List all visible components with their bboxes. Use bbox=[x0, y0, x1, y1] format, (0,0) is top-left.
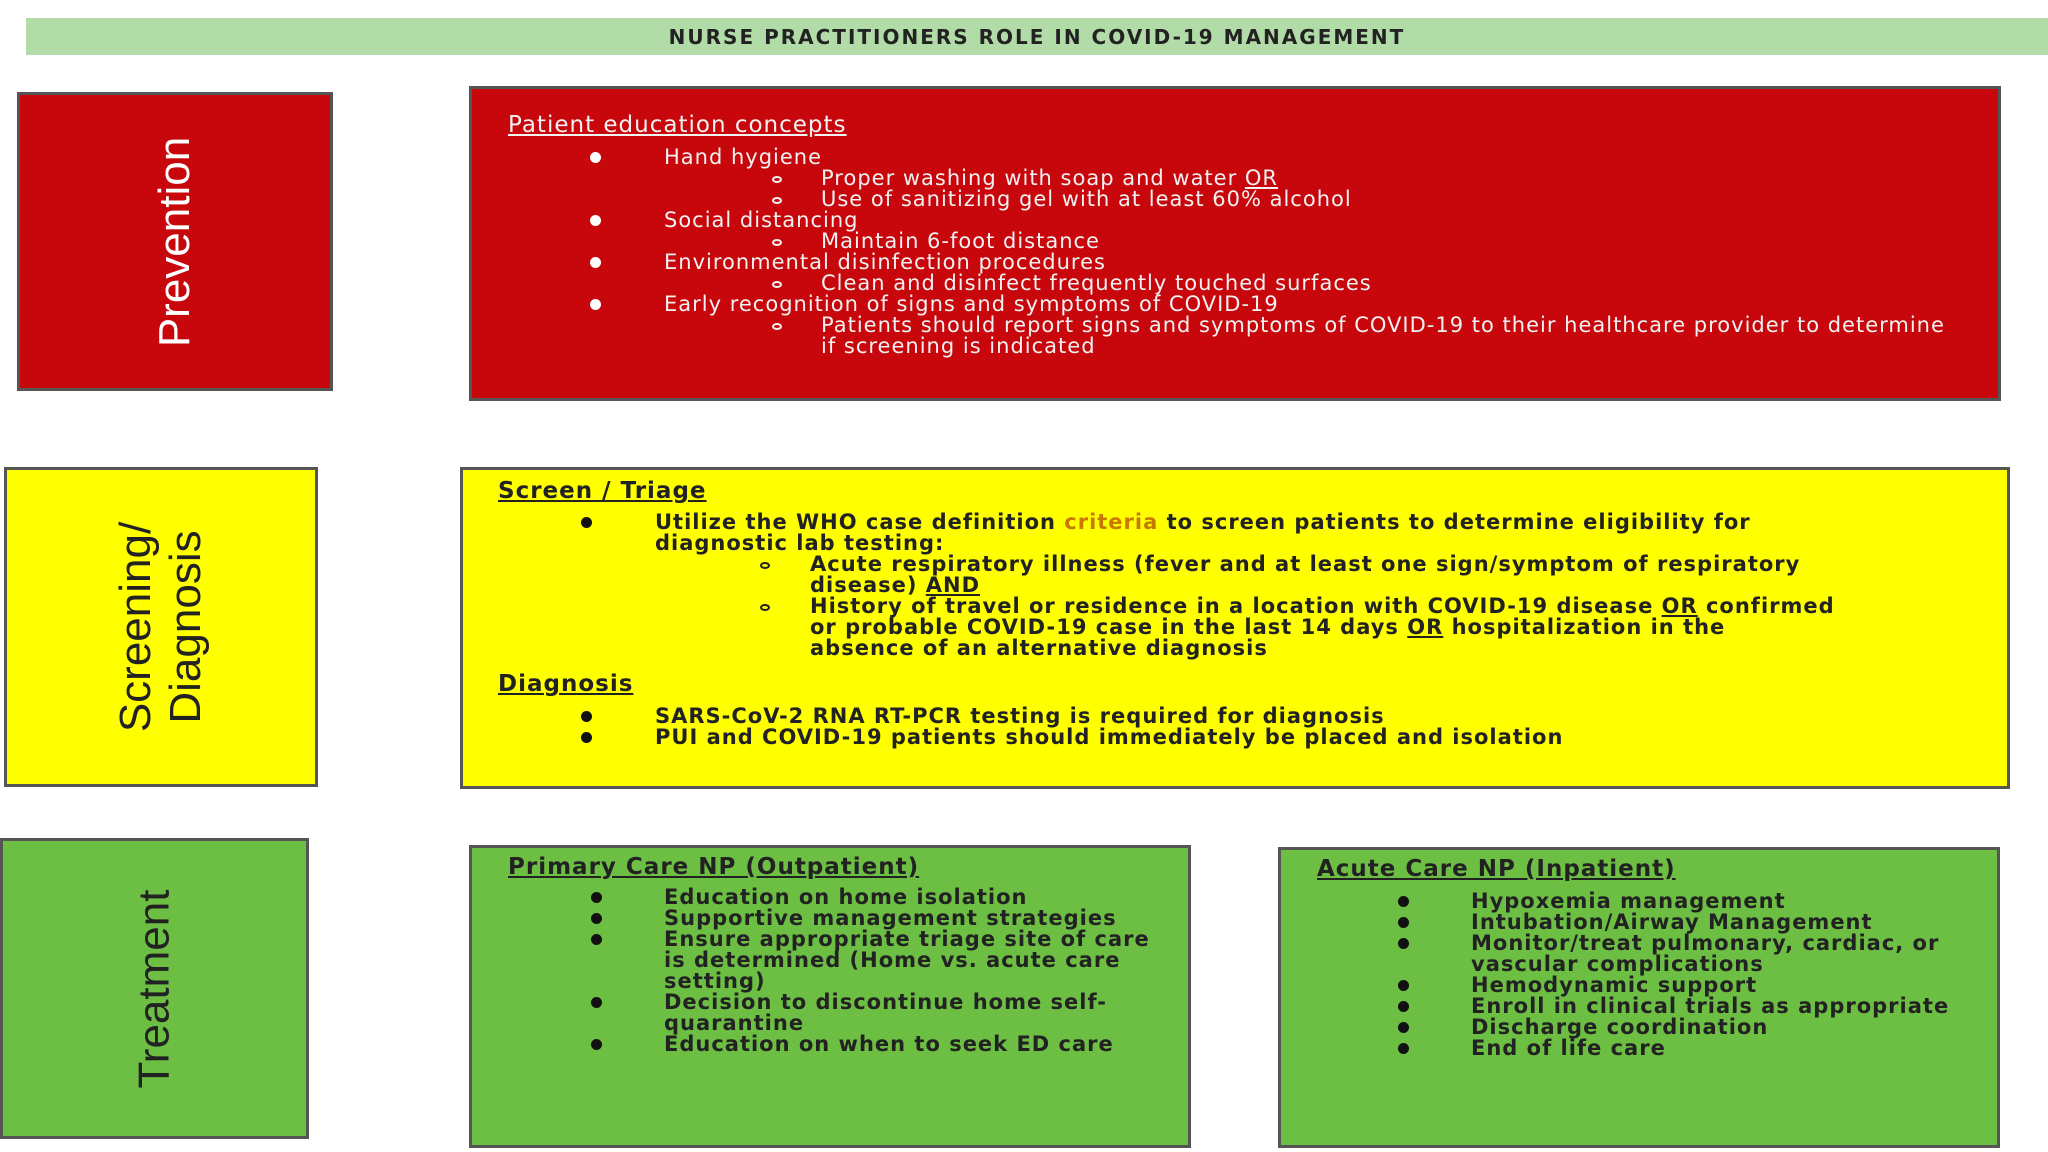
bullet-dot-icon bbox=[1398, 1022, 1409, 1033]
prevention-list bbox=[472, 147, 1998, 357]
diagnosis-item bbox=[463, 727, 2007, 748]
screen-triage-heading: Screen / Triage bbox=[498, 478, 707, 504]
prevention-item-text: Early recognition of signs and symptoms of COVID-19 bbox=[664, 292, 1279, 316]
bullet-circle-icon bbox=[772, 197, 782, 204]
acute-care-item bbox=[1281, 1017, 1997, 1038]
prevention-subitem-text: Use of sanitizing gel with at least 60% alcohol bbox=[821, 187, 1352, 211]
prevention-item-text: Hand hygiene bbox=[664, 145, 823, 169]
screen-subitem bbox=[655, 596, 1857, 659]
prevention-subitem bbox=[664, 273, 1998, 294]
primary-care-item bbox=[472, 1034, 1188, 1055]
bullet-dot-icon bbox=[581, 711, 592, 722]
prevention-item-text: Social distancing bbox=[664, 208, 859, 232]
screen-subitem-emphasis: AND bbox=[925, 573, 981, 597]
bullet-dot-icon bbox=[591, 892, 602, 903]
screen-subitem-emphasis: OR bbox=[1407, 615, 1444, 639]
acute-care-item bbox=[1281, 975, 1997, 996]
primary-care-box bbox=[469, 845, 1191, 1148]
bullet-dot-icon bbox=[1398, 1043, 1409, 1054]
acute-care-item bbox=[1281, 912, 1997, 933]
bullet-circle-icon bbox=[772, 176, 782, 183]
primary-care-item bbox=[472, 929, 1188, 992]
screen-subitem-text: hospitalization in the absence of an alternative diagnosis bbox=[810, 615, 1726, 660]
bullet-dot-icon bbox=[581, 732, 592, 743]
treatment-label: Treatment bbox=[129, 889, 179, 1088]
primary-care-item-text: Education on home isolation bbox=[664, 885, 1028, 909]
bullet-dot-icon bbox=[590, 215, 601, 226]
primary-care-item-text: Education on when to seek ED care bbox=[664, 1032, 1114, 1056]
bullet-circle-icon bbox=[760, 604, 770, 611]
acute-care-item-text: Hemodynamic support bbox=[1471, 973, 1758, 997]
bullet-dot-icon bbox=[591, 913, 602, 924]
prevention-item bbox=[472, 210, 1998, 252]
acute-care-item bbox=[1281, 1038, 1997, 1059]
acute-care-heading: Acute Care NP (Inpatient) bbox=[1317, 856, 1676, 882]
acute-care-item-text: Discharge coordination bbox=[1471, 1015, 1769, 1039]
diagnosis-item-text: PUI and COVID-19 patients should immediately be placed and isolation bbox=[655, 725, 1564, 749]
primary-care-heading: Primary Care NP (Outpatient) bbox=[508, 854, 920, 880]
prevention-subitem-text: Patients should report signs and symptoms of COVID-19 to their healthcare provider to determine if screening is indicated bbox=[821, 313, 1945, 358]
bullet-dot-icon bbox=[1398, 917, 1409, 928]
diagnosis-item-text: SARS-CoV-2 RNA RT-PCR testing is required for diagnosis bbox=[655, 704, 1385, 728]
bullet-circle-icon bbox=[772, 239, 782, 246]
diagram-title: NURSE PRACTITIONERS ROLE IN COVID-19 MANAGEMENT bbox=[668, 24, 1406, 49]
screen-item-text-before: Utilize the WHO case definition bbox=[655, 510, 1065, 534]
prevention-label: Prevention bbox=[149, 136, 199, 347]
primary-care-item-text: Supportive management strategies bbox=[664, 906, 1117, 930]
acute-care-box bbox=[1278, 847, 2000, 1148]
bullet-circle-icon bbox=[772, 281, 782, 288]
prevention-item-text: Environmental disinfection procedures bbox=[664, 250, 1106, 274]
prevention-item bbox=[472, 252, 1998, 294]
bullet-dot-icon bbox=[590, 299, 601, 310]
diagnosis-heading: Diagnosis bbox=[498, 671, 634, 697]
prevention-label-box bbox=[17, 92, 333, 391]
bullet-dot-icon bbox=[581, 517, 592, 528]
primary-care-item-text: Decision to discontinue home self-quarantine bbox=[664, 990, 1107, 1035]
diagram-title-banner bbox=[26, 18, 2048, 55]
prevention-subitem-text: Clean and disinfect frequently touched surfaces bbox=[821, 271, 1372, 295]
bullet-circle-icon bbox=[760, 562, 770, 569]
bullet-dot-icon bbox=[590, 257, 601, 268]
screen-subitem-text: confirmed or probable COVID-19 case in the last 14 days bbox=[810, 594, 1835, 639]
screen-triage-list bbox=[463, 512, 2007, 659]
acute-care-item bbox=[1281, 933, 1997, 975]
prevention-subitem-emphasis: OR bbox=[1244, 166, 1279, 190]
acute-care-list bbox=[1281, 891, 1997, 1059]
prevention-subitem bbox=[664, 168, 1998, 189]
screen-subitem-text: History of travel or residence in a location with COVID-19 disease bbox=[810, 594, 1662, 618]
primary-care-item bbox=[472, 992, 1188, 1034]
acute-care-item-text: Hypoxemia management bbox=[1471, 889, 1786, 913]
acute-care-item-text: End of life care bbox=[1471, 1036, 1666, 1060]
prevention-subitem-text: Maintain 6-foot distance bbox=[821, 229, 1100, 253]
acute-care-item-text: Enroll in clinical trials as appropriate bbox=[1471, 994, 1950, 1018]
screen-subitem-text: Acute respiratory illness (fever and at least one sign/symptom of respiratory disease) bbox=[810, 552, 1801, 597]
criteria-highlight: criteria bbox=[1064, 510, 1159, 534]
acute-care-item bbox=[1281, 891, 1997, 912]
screen-subitem bbox=[655, 554, 1857, 596]
bullet-circle-icon bbox=[772, 323, 782, 330]
prevention-heading: Patient education concepts bbox=[508, 112, 847, 138]
primary-care-list bbox=[472, 887, 1188, 1055]
acute-care-item-text: Monitor/treat pulmonary, cardiac, or vascular complications bbox=[1471, 931, 1940, 976]
bullet-dot-icon bbox=[1398, 980, 1409, 991]
bullet-dot-icon bbox=[590, 152, 601, 163]
screening-content-box bbox=[460, 467, 2010, 789]
primary-care-item-text: Ensure appropriate triage site of care is determined (Home vs. acute care setting) bbox=[664, 927, 1150, 993]
diagnosis-item bbox=[463, 706, 2007, 727]
prevention-content-box bbox=[469, 86, 2001, 401]
bullet-dot-icon bbox=[1398, 938, 1409, 949]
primary-care-item bbox=[472, 908, 1188, 929]
screening-label-box bbox=[4, 467, 318, 787]
prevention-subitem bbox=[664, 315, 1998, 357]
acute-care-item-text: Intubation/Airway Management bbox=[1471, 910, 1873, 934]
screen-item-text-after: to screen patients to determine eligibility for diagnostic lab testing: bbox=[655, 510, 1751, 555]
bullet-dot-icon bbox=[591, 997, 602, 1008]
bullet-dot-icon bbox=[591, 1039, 602, 1050]
acute-care-item bbox=[1281, 996, 1997, 1017]
bullet-dot-icon bbox=[591, 934, 602, 945]
prevention-subitem-text: Proper washing with soap and water bbox=[821, 166, 1245, 190]
screening-label: Screening/ Diagnosis bbox=[110, 521, 210, 733]
prevention-item bbox=[472, 294, 1998, 357]
prevention-subitem bbox=[664, 231, 1998, 252]
primary-care-item bbox=[472, 887, 1188, 908]
prevention-subitem bbox=[664, 189, 1998, 210]
screen-item bbox=[463, 512, 2007, 659]
screen-subitem-emphasis: OR bbox=[1661, 594, 1698, 618]
prevention-item bbox=[472, 147, 1998, 210]
bullet-dot-icon bbox=[1398, 896, 1409, 907]
diagnosis-list bbox=[463, 706, 2007, 748]
bullet-dot-icon bbox=[1398, 1001, 1409, 1012]
treatment-label-box bbox=[0, 838, 309, 1139]
